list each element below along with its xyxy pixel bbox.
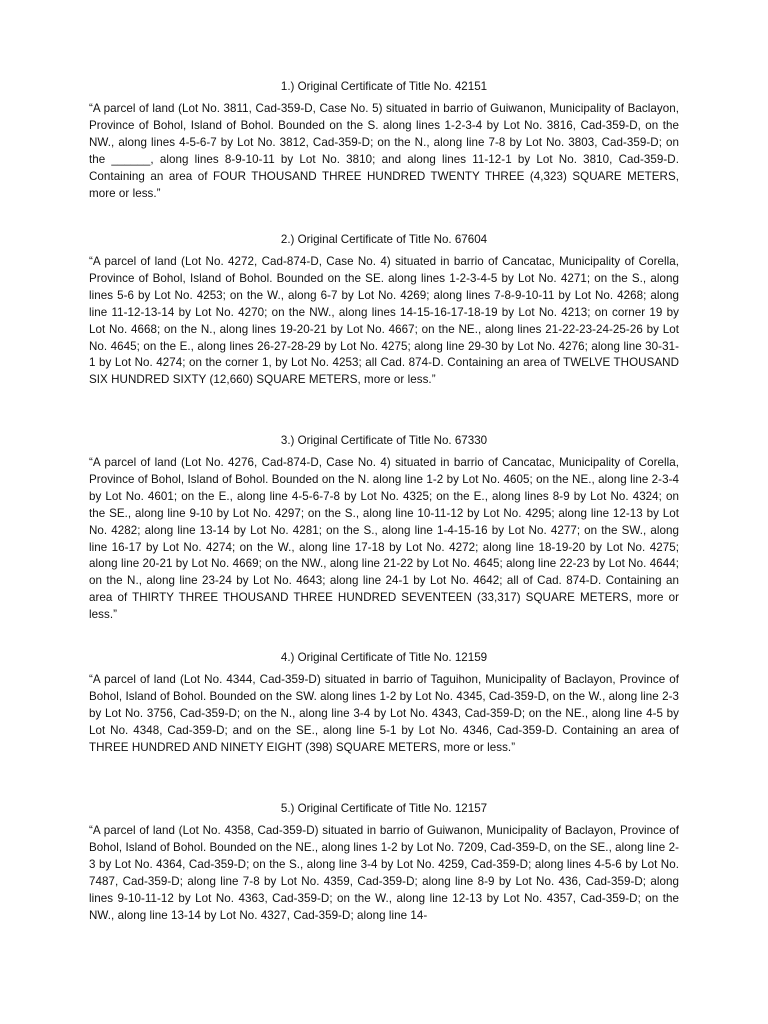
section-heading: 1.) Original Certificate of Title No. 42151 — [280, 80, 488, 93]
land-description: “A parcel of land (Lot No. 4344, Cad-359-D) situated in barrio of Taguihon, Municipality of Baclayon, Province of Bohol, Island of Bohol. Bounded on the SW. along lines 1-2 by Lot No. 4345, Cad-359-D, on the W., along line 2-3 by Lot No. 3756, Cad-359-D; on the N., along line 3-4 by Lot No. 4343, Cad-359-D; on the NE., along line 4-5 by Lot No. 4348, Cad-359-D; and on the SE., along line 5-1 by Lot No. 4346, Cad-359-D. Containing an area of THREE HUNDRED AND NINETY EIGHT (398) SQUARE METERS, more or less.” — [89, 673, 679, 754]
title-section-2 — [89, 231, 679, 389]
land-description: “A parcel of land (Lot No. 3811, Cad-359-D, Case No. 5) situated in barrio of Guiwanon, Municipality of Baclayon, Province of Bohol, Island of Bohol. Bounded on the S. along lines 1-2-3-4 by Lot No. 3816, Cad-359-D, on the NW., along lines 4-5-6-7 by Lot No. 3812, Cad-359-D; on the N., along line 7-8 by Lot No. 3803, Cad-359-D; on the ______, along lines 8-9-10-11 by Lot No. 3810; and along lines 11-12-1 by Lot No. 3810, Cad-359-D. Containing an area of FOUR THOUSAND THREE HUNDRED TWENTY THREE (4,323) SQUARE METERS, more or less.” — [89, 102, 679, 200]
section-heading: 4.) Original Certificate of Title No. 12159 — [280, 651, 488, 664]
section-heading: 2.) Original Certificate of Title No. 67604 — [280, 233, 488, 246]
section-heading: 5.) Original Certificate of Title No. 12157 — [280, 802, 488, 815]
section-heading: 3.) Original Certificate of Title No. 67330 — [280, 434, 488, 447]
title-section-4 — [89, 649, 679, 757]
land-description: “A parcel of land (Lot No. 4272, Cad-874-D, Case No. 4) situated in barrio of Cancatac, Municipality of Corella, Province of Bohol, Island of Bohol. Bounded on the SE. along lines 1-2-3-4-5 by Lot No. 4271; on the S., along lines 5-6 by Lot No. 4253; on the W., along 6-7 by Lot No. 4269; along lines 7-8-9-10-11 by Lot No. 4268; along line 11-12-13-14 by Lot No. 4270; on the NW., along lines 14-15-16-17-18-19 by Lot No. 4213; on corner 19 by Lot No. 4668; on the N., along lines 19-20-21 by Lot No. 4667; on the NE., along lines 21-22-23-24-25-26 by Lot No. 4645; on the E., along lines 26-27-28-29 by Lot No. 4275; along line 29-30 by Lot No. 4276; along line 30-31-1 by Lot No. 4274; on the corner 1, by Lot No. 4253; all Cad. 874-D. Containing an area of TWELVE THOUSAND SIX HUNDRED SIXTY (12,660) SQUARE METERS, more or less.” — [89, 255, 679, 387]
title-section-3 — [89, 432, 679, 624]
title-section-1 — [89, 78, 679, 202]
land-description: “A parcel of land (Lot No. 4358, Cad-359-D) situated in barrio of Guiwanon, Municipality of Baclayon, Province of Bohol, Island of Bohol. Bounded on the NE., along lines 1-2 by Lot No. 7209, Cad-359-D, on the SE., along line 2-3 by Lot No. 4364, Cad-359-D; on the S., along line 3-4 by Lot No. 4259, Cad-359-D; along lines 4-5-6 by Lot No. 7487, Cad-359-D; along line 7-8 by Lot No. 4359, Cad-359-D; along line 8-9 by Lot No. 436, Cad-359-D; along lines 9-10-11-12 by Lot No. 4363, Cad-359-D; on the W., along line 12-13 by Lot No. 4357, Cad-359-D; on the NW., along line 13-14 by Lot No. 4327, Cad-359-D; along line 14- — [89, 824, 679, 922]
title-section-5 — [89, 800, 679, 924]
land-description: “A parcel of land (Lot No. 4276, Cad-874-D, Case No. 4) situated in barrio of Cancatac, Municipality of Corella, Province of Bohol, Island of Bohol. Bounded on the N. along line 1-2 by Lot No. 4605; on the NE., along line 2-3-4 by Lot No. 4601; on the E., along line 4-5-6-7-8 by Lot No. 4325; on the E., along lines 8-9 by Lot No. 4324; on the SE., along line 9-10 by Lot No. 4297; on the S., along line 10-11-12 by Lot No. 4295; along line 12-13 by Lot No. 4282; along line 13-14 by Lot No. 4281; on the S., along line 1-4-15-16 by Lot No. 4277; on the SW., along line 16-17 by Lot No. 4274; on the W., along line 17-18 by Lot No. 4272; along line 18-19-20 by Lot No. 4275; along line 20-21 by Lot No. 4669; on the NW., along line 21-22 by Lot No. 4645; along line 22-23 by Lot No. 4644; on the N., along line 23-24 by Lot No. 4643; along line 24-1 by Lot No. 4642; all of Cad. 874-D. Containing an area of THIRTY THREE THOUSAND THREE HUNDRED SEVENTEEN (33,317) SQUARE METERS, more or less.” — [89, 456, 679, 622]
